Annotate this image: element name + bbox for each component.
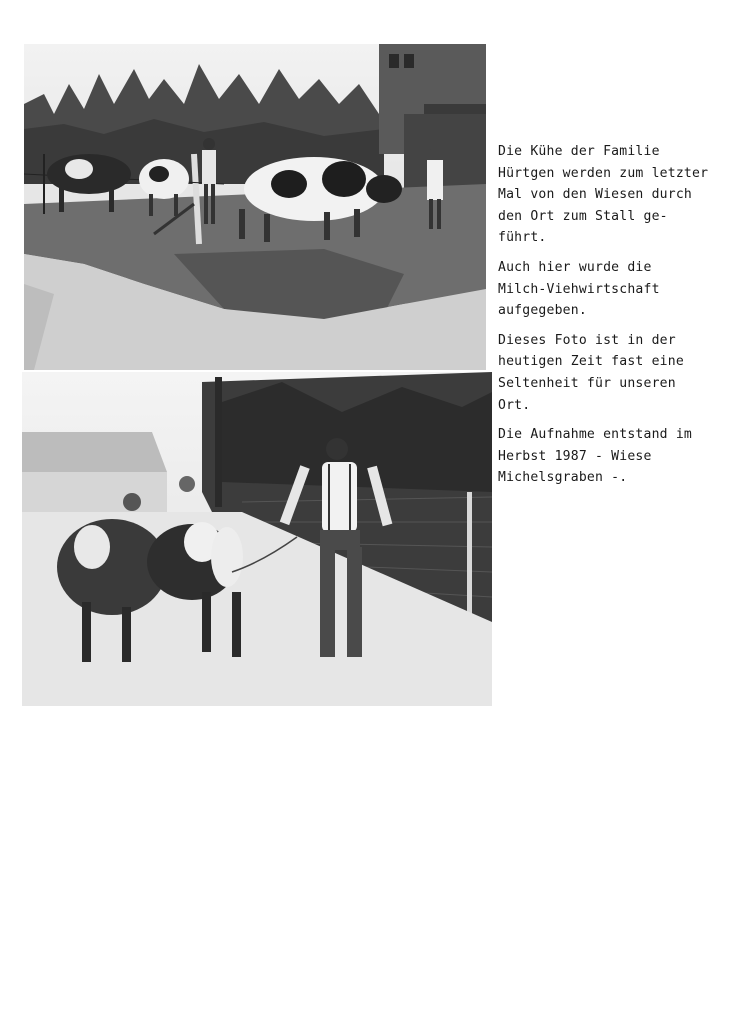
caption-paragraph-3: Dieses Foto ist in der heutigen Zeit fast eine Seltenheit für unseren Ort. [498,332,684,413]
caption-paragraph-1: Die Kühe der Familie Hürtgen werden zum letzter Mal von den Wiesen durch den Ort zum Stall ge- führt. [498,144,709,246]
photo-farmer-leading-cows-image [22,372,492,706]
photo-farmer-leading-cows [22,372,492,706]
photo-cows-on-meadow-image [24,44,486,370]
caption-paragraph-2: Auch hier wurde die Milch-Viehwirtschaft aufgegeben. [498,259,660,319]
caption-paragraph-4: Die Aufnahme entstand im Herbst 1987 - Wiese Michelsgraben -. [498,427,692,486]
photo-cows-on-meadow [24,44,486,370]
photo-caption [498,141,724,497]
